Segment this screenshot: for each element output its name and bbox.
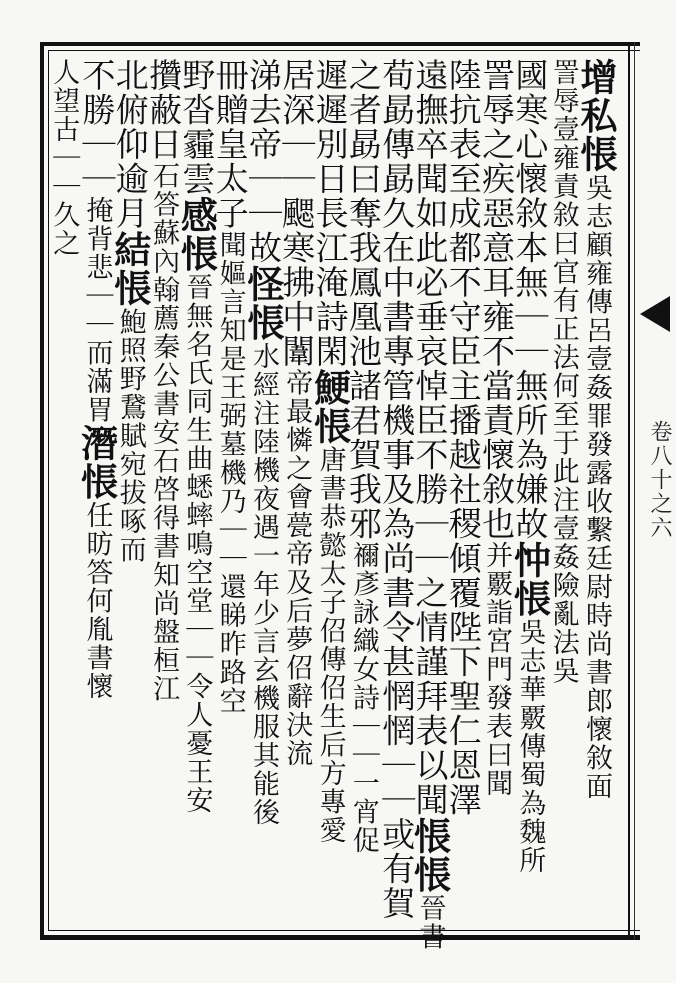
text-run: 詈辱之疾惡意耳雍不當責懷敘也 (477, 58, 517, 541)
text-run: 晉無名氏同生曲蟋蟀鳴空堂｜｜令人憂王安 (181, 273, 213, 815)
text-column (174, 58, 220, 928)
text-run: 遲遲別日長江淹詩閑 (310, 58, 350, 369)
fishtail-mark-icon (640, 296, 670, 332)
text-run: 并覈詣宮門發表曰聞 (481, 541, 513, 798)
text-run: 人望古｜｜久之 (48, 58, 80, 258)
text-run: 帝最憐之會甍帝及后夢佋辭決流 (281, 368, 313, 768)
text-column (240, 58, 287, 928)
text-run: 之者勗曰奪我鳳凰池諸君賀我邪 (343, 58, 383, 541)
text-column (210, 58, 253, 928)
entry-heading: 忡悵 (507, 541, 552, 618)
text-column (48, 58, 87, 928)
entry-heading: 鯁悵 (307, 368, 352, 446)
text-run: 聞嫗言知是王弼墓機乃｜｜還睇昨路空 (214, 230, 246, 715)
text-column (573, 58, 620, 928)
fold-label: 卷八十之六 (647, 420, 672, 540)
text-run: 石答蘇內翰薦秦公書安石啓得書知尚盤桓江 (148, 161, 180, 703)
text-column (74, 58, 120, 928)
text-run: 攢蔽日 (144, 58, 184, 162)
text-run: 不勝｜｜ (77, 58, 117, 196)
text-column (307, 58, 353, 928)
entry-heading: 悵悵 (407, 817, 452, 894)
text-column (144, 58, 187, 928)
entry-heading: 潛悵 (74, 424, 119, 501)
text-column (547, 58, 586, 928)
text-run: 掩背悲｜｜而滿胃 (81, 196, 113, 424)
text-column (107, 58, 154, 928)
text-run: 吳志華覈傳蜀為魏所 (514, 618, 546, 875)
entry-heading: 結悵 (107, 230, 152, 308)
text-run: 詈辱壹雍責敘曰官有正法何至于此注壹姦險亂法吳 (547, 58, 579, 685)
text-run: 野沓霾雲 (177, 58, 217, 196)
entry-heading: 增私悵 (573, 58, 618, 174)
text-run: 陸抗表至成都不守臣主播越社稷傾覆陛下聖仁恩澤 (443, 58, 483, 817)
text-run: 遠撫卒聞如此必垂哀悼臣不勝｜｜之情謹拜表以聞 (410, 58, 450, 817)
entry-heading: 感悵 (174, 196, 219, 273)
text-run: 水經注陸機夜遇一年少言玄機服其能後 (247, 342, 279, 827)
text-run: 唐書恭懿太子佋傳佋生后方專愛 (314, 445, 346, 845)
text-run: 北俯仰逾月 (110, 58, 150, 231)
border-rule-bottom (40, 935, 640, 940)
text-column (477, 58, 520, 928)
border-rule-top (40, 42, 640, 46)
text-run: 禰彥詠織女詩｜｜一宵促 (347, 541, 379, 855)
text-column (507, 58, 553, 928)
text-column (443, 58, 487, 928)
text-column (377, 58, 420, 928)
entry-heading: 怪悵 (240, 265, 285, 342)
fold-rule-inner (634, 42, 635, 940)
text-column (407, 58, 453, 951)
text-run: 任昉答何胤書懷 (81, 501, 113, 701)
fold-rule (628, 42, 630, 940)
text-run: 冊贈皇太子 (210, 58, 250, 231)
border-rule-top-inner (48, 50, 640, 51)
text-run: 晉書 (414, 894, 446, 951)
text-run: 吳志顧雍傳呂壹姦罪發露收繫廷尉時尚書郎懷敘面 (580, 173, 612, 801)
text-run: 荀勗傳勗久在中書專管機事及為尚書令甚惘惘｜｜或有賀 (377, 58, 417, 921)
text-run: 涕去帝｜｜故 (243, 58, 283, 265)
border-rule-bottom-inner (48, 930, 640, 931)
text-column (343, 58, 387, 928)
text-column (277, 58, 320, 928)
text-run: 鮑照野鵞賦宛拔啄而 (114, 307, 146, 564)
text-run: 居深｜｜颸寒拂中闈 (277, 58, 317, 369)
text-run: 國寒心懷敘本無｜｜無所為嫌故 (510, 58, 550, 541)
